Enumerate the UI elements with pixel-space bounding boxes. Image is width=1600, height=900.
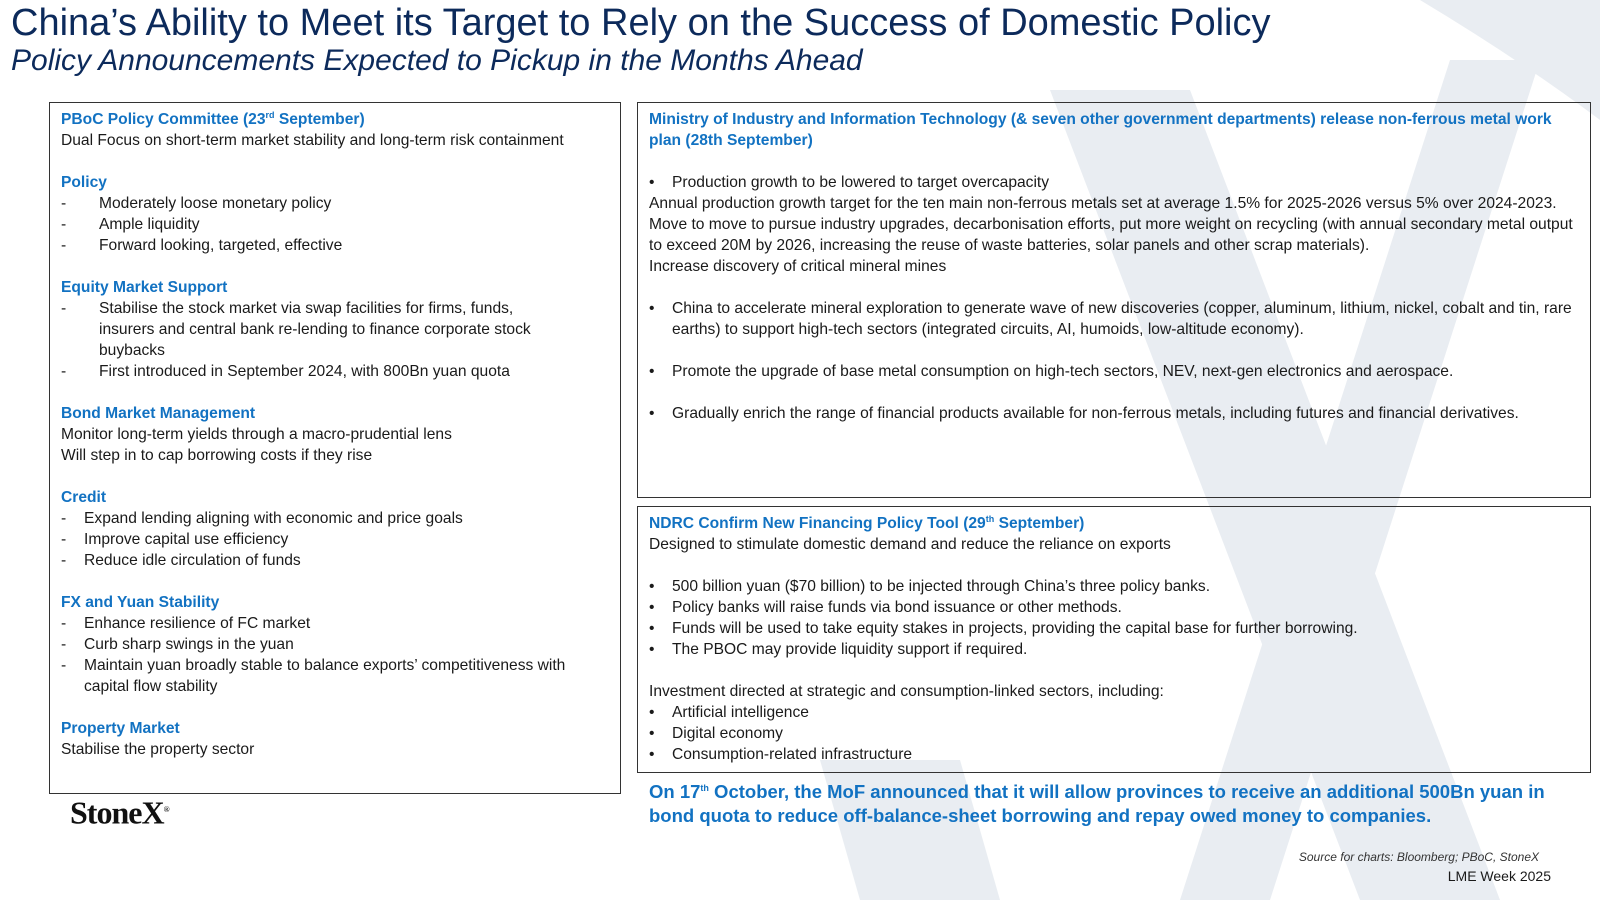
- credit-heading: Credit: [61, 489, 107, 506]
- ndrc-financing-panel: [637, 506, 1591, 773]
- fx-heading: FX and Yuan Stability: [61, 594, 220, 611]
- list-item: - Moderately loose monetary policy: [61, 195, 332, 212]
- list-item: - Improve capital use efficiency: [61, 531, 289, 548]
- list-item: - Stabilise the stock market via swap facilities for firms, funds, insurers and central bank re-lending to finance corporate stock buybacks: [61, 300, 531, 359]
- bond-heading: Bond Market Management: [61, 405, 256, 422]
- list-item: - Expand lending aligning with economic and price goals: [61, 510, 463, 527]
- investment-intro: Investment directed at strategic and consumption-linked sectors, including:: [649, 683, 1164, 700]
- list-item: • Promote the upgrade of base metal consumption on high-tech sectors, NEV, next-gen electronics and aerospace.: [649, 363, 1454, 380]
- policy-heading: Policy: [61, 174, 107, 191]
- event-label: LME Week 2025: [1447, 868, 1551, 884]
- page-subtitle: Policy Announcements Expected to Pickup in the Months Ahead: [11, 44, 863, 77]
- list-item: - First introduced in September 2024, with 800Bn yuan quota: [61, 363, 510, 380]
- stonex-logo: StoneX®: [70, 794, 170, 831]
- miit-heading: Ministry of Industry and Information Technology (& seven other government departments) release non-ferrous metal work plan (28th September): [649, 111, 1552, 149]
- mof-callout: On 17th October, the MoF announced that it will allow provinces to receive an additional 500Bn yuan in bond quota to reduce off-balance-sheet borrowing and repay owed money to companies.: [649, 781, 1545, 826]
- bond-line: Will step in to cap borrowing costs if they rise: [61, 447, 373, 464]
- equity-heading: Equity Market Support: [61, 279, 228, 296]
- ndrc-heading: NDRC Confirm New Financing Policy Tool (29th September): [649, 513, 1085, 532]
- list-item: • Gradually enrich the range of financial products available for non-ferrous metals, including futures and financial derivatives.: [649, 405, 1519, 422]
- page-title: China’s Ability to Meet its Target to Rely on the Success of Domestic Policy: [11, 2, 1271, 44]
- pboc-policy-panel: [49, 102, 621, 794]
- miit-paragraph: Increase discovery of critical mineral mines: [649, 258, 947, 275]
- miit-work-plan-panel: [637, 102, 1591, 498]
- list-item: - Reduce idle circulation of funds: [61, 552, 301, 569]
- list-item: - Maintain yuan broadly stable to balance exports’ competitiveness with capital flow stability: [61, 657, 566, 695]
- ndrc-summary: Designed to stimulate domestic demand and reduce the reliance on exports: [649, 536, 1171, 553]
- list-item: • 500 billion yuan ($70 billion) to be injected through China’s three policy banks.: [649, 578, 1211, 595]
- source-note: Source for charts: Bloomberg; PBoC, StoneX: [1298, 850, 1539, 864]
- property-heading: Property Market: [61, 720, 180, 737]
- list-item: - Ample liquidity: [61, 216, 200, 233]
- bond-line: Monitor long-term yields through a macro-prudential lens: [61, 426, 452, 443]
- list-item: • The PBOC may provide liquidity support if required.: [649, 641, 1028, 658]
- list-item: • Digital economy: [649, 725, 783, 742]
- list-item: • China to accelerate mineral exploration to generate wave of new discoveries (copper, aluminum, lithium, nickel, cobalt and tin, rare earths) to support high-tech sectors (integrated circuits, AI, humoids, low-altitude economy).: [649, 300, 1572, 338]
- property-line: Stabilise the property sector: [61, 741, 255, 758]
- pboc-summary: Dual Focus on short-term market stability and long-term risk containment: [61, 132, 564, 149]
- list-item: - Forward looking, targeted, effective: [61, 237, 343, 254]
- list-item: - Curb sharp swings in the yuan: [61, 636, 294, 653]
- list-item: • Artificial intelligence: [649, 704, 809, 721]
- pboc-heading: PBoC Policy Committee (23rd September): [61, 109, 365, 128]
- list-item: - Enhance resilience of FC market: [61, 615, 311, 632]
- list-item: • Production growth to be lowered to target overcapacity: [649, 174, 1050, 191]
- list-item: • Funds will be used to take equity stakes in projects, providing the capital base for further borrowing.: [649, 620, 1358, 637]
- list-item: • Policy banks will raise funds via bond issuance or other methods.: [649, 599, 1122, 616]
- list-item: • Consumption-related infrastructure: [649, 746, 913, 763]
- miit-paragraph: Annual production growth target for the ten main non-ferrous metals set at average 1.5% for 2025-2026 versus 5% over 2024-2023. Move to move to pursue industry upgrades, decarbonisation efforts, put more weight on recycling (with annual secondary metal output to exceed 20M by 2026, increasing the reuse of waste batteries, solar panels and other scrap materials).: [649, 195, 1573, 254]
